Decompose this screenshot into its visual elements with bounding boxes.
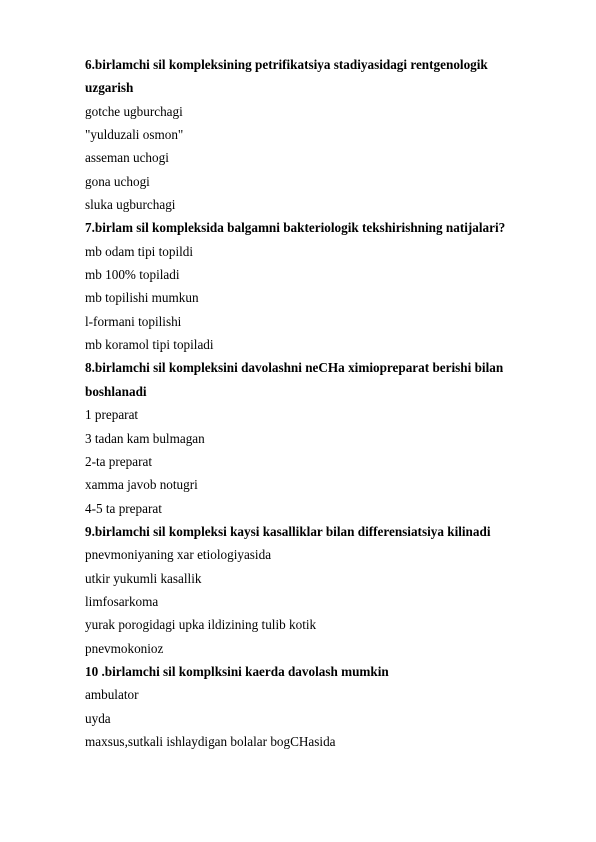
answer-option: sluka ugburchagi xyxy=(85,197,176,213)
question-9 xyxy=(85,520,555,660)
question-title: 8.birlamchi sil kompleksini davolashni neCHa ximiopreparat berishi bilan xyxy=(85,360,504,376)
answer-option: gona uchogi xyxy=(85,173,150,189)
question-title: 10 .birlamchi sil komplksini kaerda davolash mumkin xyxy=(85,663,389,679)
answer-option: maxsus,sutkali ishlaydigan bolalar bogCHasida xyxy=(85,733,336,749)
question-6 xyxy=(85,53,555,216)
answer-option: 1 preparat xyxy=(85,407,139,423)
document-page xyxy=(85,53,555,753)
answer-option: pnevmokonioz xyxy=(85,640,164,656)
question-8 xyxy=(85,356,555,519)
answer-option: limfosarkoma xyxy=(85,593,159,609)
answer-option: uyda xyxy=(85,710,111,726)
answer-option: pnevmoniyaning xar etiologiyasida xyxy=(85,547,272,563)
question-title-continued: uzgarish xyxy=(85,80,134,96)
answer-option: asseman uchogi xyxy=(85,150,169,166)
answer-option: mb koramol tipi topiladi xyxy=(85,337,214,353)
answer-option: xamma javob notugri xyxy=(85,477,198,493)
answer-option: l-formani topilishi xyxy=(85,313,182,329)
answer-option: 4-5 ta preparat xyxy=(85,500,162,516)
answer-option: mb odam tipi topildi xyxy=(85,243,194,259)
answer-option: utkir yukumli kasallik xyxy=(85,570,202,586)
question-title: 6.birlamchi sil kompleksining petrifikatsiya stadiyasidagi rentgenologik xyxy=(85,57,488,72)
question-7 xyxy=(85,216,555,356)
answer-option: "yulduzali osmon" xyxy=(85,127,184,143)
question-title: 9.birlamchi sil kompleksi kaysi kasalliklar bilan differensiatsiya kilinadi xyxy=(85,523,491,539)
answer-option: ambulator xyxy=(85,687,139,703)
question-title-continued: boshlanadi xyxy=(85,383,147,399)
answer-option: yurak porogidagi upka ildizining tulib kotik xyxy=(85,617,317,633)
answer-option: 3 tadan kam bulmagan xyxy=(85,430,205,446)
question-10 xyxy=(85,660,555,753)
answer-option: mb topilishi mumkun xyxy=(85,290,199,306)
question-title: 7.birlam sil kompleksida balgamni bakteriologik tekshirishning natijalari? xyxy=(85,220,506,236)
answer-option: 2-ta preparat xyxy=(85,453,152,469)
answer-option: mb 100% topiladi xyxy=(85,267,180,283)
answer-option: gotche ugburchagi xyxy=(85,103,183,119)
